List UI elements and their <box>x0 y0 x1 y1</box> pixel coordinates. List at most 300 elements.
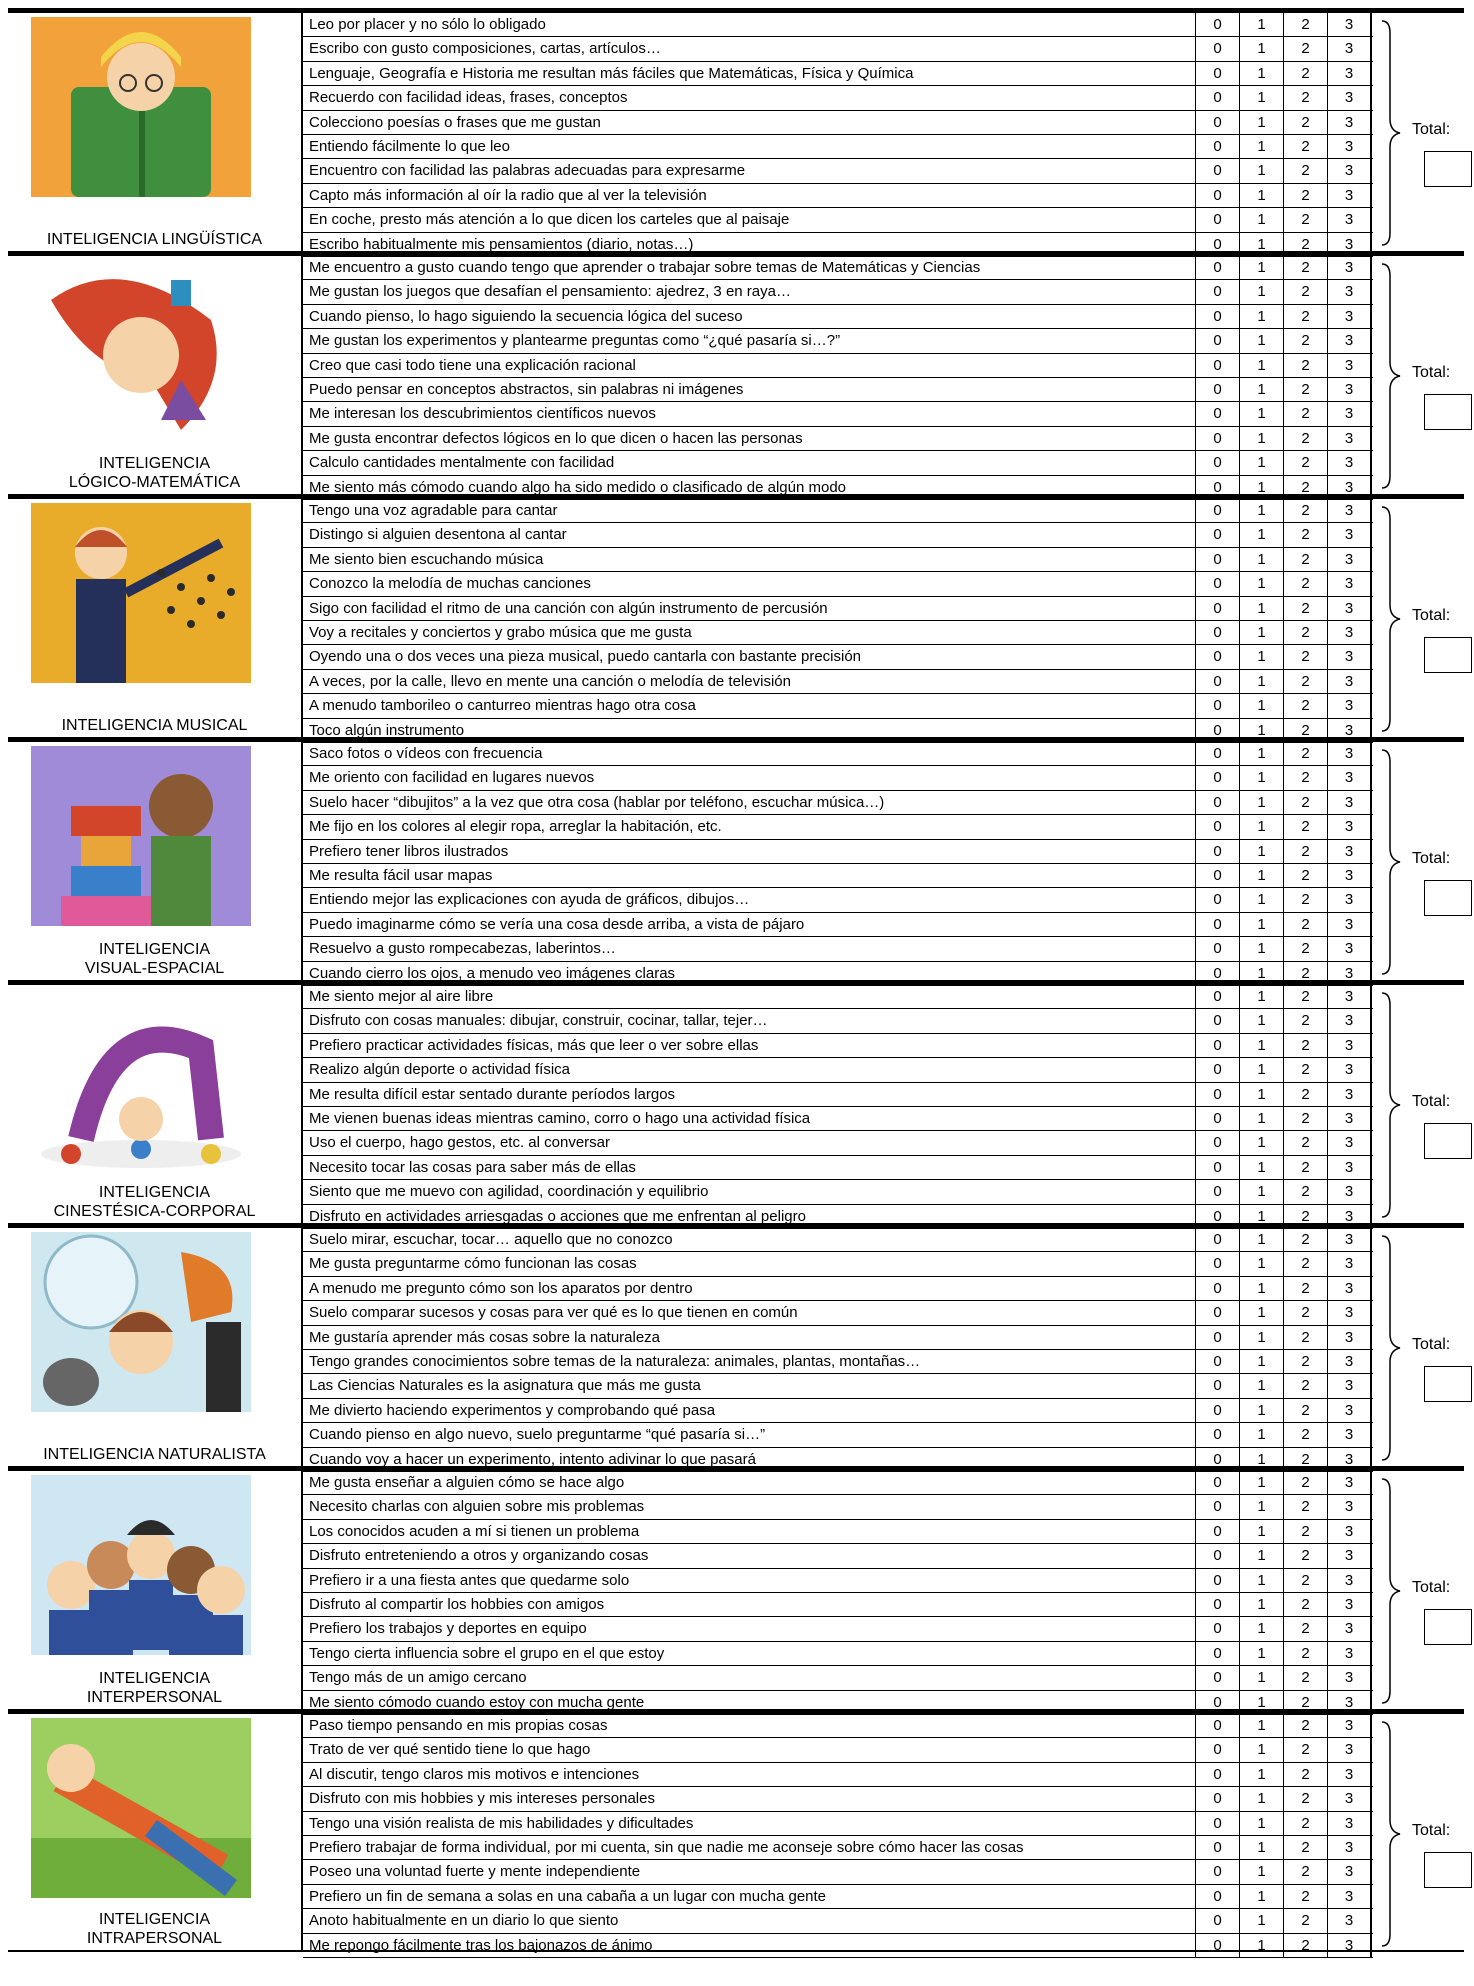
score-option-0[interactable]: 0 <box>1196 1228 1240 1251</box>
score-option-2[interactable]: 2 <box>1284 1495 1328 1518</box>
score-option-0[interactable]: 0 <box>1196 1277 1240 1300</box>
score-option-2[interactable]: 2 <box>1284 1691 1328 1714</box>
score-option-0[interactable]: 0 <box>1196 1885 1240 1908</box>
score-option-2[interactable]: 2 <box>1284 694 1328 717</box>
score-option-0[interactable]: 0 <box>1196 742 1240 765</box>
score-option-2[interactable]: 2 <box>1284 1277 1328 1300</box>
score-option-1[interactable]: 1 <box>1240 1009 1284 1032</box>
score-option-1[interactable]: 1 <box>1240 1205 1284 1228</box>
score-option-3[interactable]: 3 <box>1328 1909 1372 1932</box>
score-option-0[interactable]: 0 <box>1196 499 1240 522</box>
score-option-2[interactable]: 2 <box>1284 621 1328 644</box>
score-option-3[interactable]: 3 <box>1328 621 1372 644</box>
score-option-2[interactable]: 2 <box>1284 402 1328 425</box>
score-option-0[interactable]: 0 <box>1196 1909 1240 1932</box>
score-option-0[interactable]: 0 <box>1196 815 1240 838</box>
score-option-0[interactable]: 0 <box>1196 208 1240 231</box>
score-option-0[interactable]: 0 <box>1196 1205 1240 1228</box>
score-option-1[interactable]: 1 <box>1240 402 1284 425</box>
score-option-3[interactable]: 3 <box>1328 280 1372 303</box>
score-option-1[interactable]: 1 <box>1240 86 1284 109</box>
score-option-2[interactable]: 2 <box>1284 1131 1328 1154</box>
score-option-3[interactable]: 3 <box>1328 1083 1372 1106</box>
score-option-3[interactable]: 3 <box>1328 1277 1372 1300</box>
score-option-2[interactable]: 2 <box>1284 1083 1328 1106</box>
score-option-3[interactable]: 3 <box>1328 62 1372 85</box>
score-option-2[interactable]: 2 <box>1284 1374 1328 1397</box>
score-option-3[interactable]: 3 <box>1328 1374 1372 1397</box>
score-option-1[interactable]: 1 <box>1240 1666 1284 1689</box>
score-option-3[interactable]: 3 <box>1328 86 1372 109</box>
score-option-0[interactable]: 0 <box>1196 13 1240 36</box>
score-option-3[interactable]: 3 <box>1328 451 1372 474</box>
score-option-3[interactable]: 3 <box>1328 208 1372 231</box>
score-option-1[interactable]: 1 <box>1240 1399 1284 1422</box>
score-option-3[interactable]: 3 <box>1328 1301 1372 1324</box>
score-option-0[interactable]: 0 <box>1196 1666 1240 1689</box>
score-option-3[interactable]: 3 <box>1328 548 1372 571</box>
score-option-1[interactable]: 1 <box>1240 1934 1284 1957</box>
score-option-2[interactable]: 2 <box>1284 1350 1328 1373</box>
score-option-0[interactable]: 0 <box>1196 305 1240 328</box>
score-option-1[interactable]: 1 <box>1240 621 1284 644</box>
score-option-3[interactable]: 3 <box>1328 1326 1372 1349</box>
score-option-2[interactable]: 2 <box>1284 1180 1328 1203</box>
score-option-1[interactable]: 1 <box>1240 815 1284 838</box>
score-option-0[interactable]: 0 <box>1196 233 1240 256</box>
score-option-0[interactable]: 0 <box>1196 62 1240 85</box>
score-option-2[interactable]: 2 <box>1284 1787 1328 1810</box>
score-option-2[interactable]: 2 <box>1284 1326 1328 1349</box>
score-option-0[interactable]: 0 <box>1196 1642 1240 1665</box>
score-option-1[interactable]: 1 <box>1240 37 1284 60</box>
score-option-1[interactable]: 1 <box>1240 1374 1284 1397</box>
score-option-2[interactable]: 2 <box>1284 985 1328 1008</box>
score-option-2[interactable]: 2 <box>1284 888 1328 911</box>
score-option-1[interactable]: 1 <box>1240 791 1284 814</box>
score-option-2[interactable]: 2 <box>1284 111 1328 134</box>
score-option-3[interactable]: 3 <box>1328 1569 1372 1592</box>
score-option-2[interactable]: 2 <box>1284 305 1328 328</box>
score-option-3[interactable]: 3 <box>1328 791 1372 814</box>
score-option-1[interactable]: 1 <box>1240 1301 1284 1324</box>
score-option-0[interactable]: 0 <box>1196 1787 1240 1810</box>
score-option-2[interactable]: 2 <box>1284 354 1328 377</box>
total-input-box[interactable] <box>1424 1123 1472 1159</box>
score-option-2[interactable]: 2 <box>1284 548 1328 571</box>
score-option-0[interactable]: 0 <box>1196 766 1240 789</box>
score-option-2[interactable]: 2 <box>1284 766 1328 789</box>
score-option-2[interactable]: 2 <box>1284 1034 1328 1057</box>
score-option-2[interactable]: 2 <box>1284 62 1328 85</box>
score-option-1[interactable]: 1 <box>1240 62 1284 85</box>
score-option-2[interactable]: 2 <box>1284 962 1328 985</box>
score-option-2[interactable]: 2 <box>1284 256 1328 279</box>
score-option-1[interactable]: 1 <box>1240 913 1284 936</box>
score-option-3[interactable]: 3 <box>1328 1691 1372 1714</box>
score-option-0[interactable]: 0 <box>1196 1471 1240 1494</box>
score-option-2[interactable]: 2 <box>1284 1423 1328 1446</box>
score-option-0[interactable]: 0 <box>1196 1714 1240 1737</box>
score-option-1[interactable]: 1 <box>1240 937 1284 960</box>
score-option-3[interactable]: 3 <box>1328 1350 1372 1373</box>
score-option-2[interactable]: 2 <box>1284 719 1328 742</box>
score-option-3[interactable]: 3 <box>1328 1423 1372 1446</box>
score-option-3[interactable]: 3 <box>1328 719 1372 742</box>
score-option-3[interactable]: 3 <box>1328 1252 1372 1275</box>
score-option-0[interactable]: 0 <box>1196 1423 1240 1446</box>
score-option-2[interactable]: 2 <box>1284 572 1328 595</box>
score-option-1[interactable]: 1 <box>1240 1252 1284 1275</box>
score-option-0[interactable]: 0 <box>1196 1691 1240 1714</box>
score-option-3[interactable]: 3 <box>1328 1885 1372 1908</box>
score-option-2[interactable]: 2 <box>1284 1934 1328 1957</box>
score-option-2[interactable]: 2 <box>1284 86 1328 109</box>
score-option-1[interactable]: 1 <box>1240 1107 1284 1130</box>
score-option-0[interactable]: 0 <box>1196 111 1240 134</box>
score-option-1[interactable]: 1 <box>1240 1495 1284 1518</box>
score-option-2[interactable]: 2 <box>1284 1812 1328 1835</box>
score-option-3[interactable]: 3 <box>1328 742 1372 765</box>
score-option-1[interactable]: 1 <box>1240 1520 1284 1543</box>
score-option-3[interactable]: 3 <box>1328 670 1372 693</box>
score-option-0[interactable]: 0 <box>1196 476 1240 499</box>
score-option-0[interactable]: 0 <box>1196 791 1240 814</box>
score-option-1[interactable]: 1 <box>1240 1228 1284 1251</box>
score-option-1[interactable]: 1 <box>1240 1787 1284 1810</box>
score-option-0[interactable]: 0 <box>1196 1034 1240 1057</box>
score-option-3[interactable]: 3 <box>1328 402 1372 425</box>
score-option-2[interactable]: 2 <box>1284 184 1328 207</box>
score-option-2[interactable]: 2 <box>1284 1156 1328 1179</box>
score-option-1[interactable]: 1 <box>1240 1714 1284 1737</box>
score-option-1[interactable]: 1 <box>1240 840 1284 863</box>
score-option-2[interactable]: 2 <box>1284 937 1328 960</box>
total-input-box[interactable] <box>1424 394 1472 430</box>
score-option-2[interactable]: 2 <box>1284 1836 1328 1859</box>
score-option-1[interactable]: 1 <box>1240 378 1284 401</box>
score-option-2[interactable]: 2 <box>1284 597 1328 620</box>
score-option-3[interactable]: 3 <box>1328 1156 1372 1179</box>
score-option-0[interactable]: 0 <box>1196 913 1240 936</box>
total-input-box[interactable] <box>1424 1366 1472 1402</box>
score-option-3[interactable]: 3 <box>1328 766 1372 789</box>
score-option-2[interactable]: 2 <box>1284 1009 1328 1032</box>
score-option-2[interactable]: 2 <box>1284 1058 1328 1081</box>
score-option-1[interactable]: 1 <box>1240 645 1284 668</box>
score-option-2[interactable]: 2 <box>1284 1544 1328 1567</box>
score-option-0[interactable]: 0 <box>1196 1836 1240 1859</box>
score-option-1[interactable]: 1 <box>1240 1180 1284 1203</box>
score-option-0[interactable]: 0 <box>1196 86 1240 109</box>
score-option-2[interactable]: 2 <box>1284 1738 1328 1761</box>
score-option-1[interactable]: 1 <box>1240 1617 1284 1640</box>
score-option-1[interactable]: 1 <box>1240 864 1284 887</box>
score-option-3[interactable]: 3 <box>1328 427 1372 450</box>
score-option-1[interactable]: 1 <box>1240 329 1284 352</box>
score-option-1[interactable]: 1 <box>1240 1350 1284 1373</box>
score-option-1[interactable]: 1 <box>1240 1885 1284 1908</box>
score-option-0[interactable]: 0 <box>1196 1374 1240 1397</box>
score-option-1[interactable]: 1 <box>1240 572 1284 595</box>
score-option-2[interactable]: 2 <box>1284 645 1328 668</box>
score-option-0[interactable]: 0 <box>1196 1252 1240 1275</box>
score-option-1[interactable]: 1 <box>1240 1812 1284 1835</box>
score-option-2[interactable]: 2 <box>1284 791 1328 814</box>
score-option-1[interactable]: 1 <box>1240 1277 1284 1300</box>
score-option-0[interactable]: 0 <box>1196 1058 1240 1081</box>
score-option-3[interactable]: 3 <box>1328 1399 1372 1422</box>
score-option-0[interactable]: 0 <box>1196 135 1240 158</box>
score-option-1[interactable]: 1 <box>1240 451 1284 474</box>
score-option-3[interactable]: 3 <box>1328 1107 1372 1130</box>
score-option-3[interactable]: 3 <box>1328 1009 1372 1032</box>
score-option-2[interactable]: 2 <box>1284 1909 1328 1932</box>
score-option-0[interactable]: 0 <box>1196 840 1240 863</box>
score-option-1[interactable]: 1 <box>1240 354 1284 377</box>
score-option-1[interactable]: 1 <box>1240 1156 1284 1179</box>
score-option-1[interactable]: 1 <box>1240 13 1284 36</box>
score-option-1[interactable]: 1 <box>1240 548 1284 571</box>
score-option-3[interactable]: 3 <box>1328 1205 1372 1228</box>
score-option-2[interactable]: 2 <box>1284 1714 1328 1737</box>
score-option-3[interactable]: 3 <box>1328 1448 1372 1471</box>
score-option-0[interactable]: 0 <box>1196 1544 1240 1567</box>
score-option-1[interactable]: 1 <box>1240 962 1284 985</box>
score-option-1[interactable]: 1 <box>1240 1691 1284 1714</box>
score-option-0[interactable]: 0 <box>1196 354 1240 377</box>
score-option-0[interactable]: 0 <box>1196 645 1240 668</box>
score-option-0[interactable]: 0 <box>1196 888 1240 911</box>
score-option-3[interactable]: 3 <box>1328 962 1372 985</box>
score-option-0[interactable]: 0 <box>1196 670 1240 693</box>
score-option-2[interactable]: 2 <box>1284 427 1328 450</box>
score-option-1[interactable]: 1 <box>1240 499 1284 522</box>
score-option-1[interactable]: 1 <box>1240 256 1284 279</box>
score-option-2[interactable]: 2 <box>1284 1860 1328 1883</box>
score-option-3[interactable]: 3 <box>1328 1471 1372 1494</box>
score-option-3[interactable]: 3 <box>1328 159 1372 182</box>
score-option-0[interactable]: 0 <box>1196 1180 1240 1203</box>
score-option-1[interactable]: 1 <box>1240 111 1284 134</box>
score-option-2[interactable]: 2 <box>1284 1885 1328 1908</box>
score-option-3[interactable]: 3 <box>1328 1787 1372 1810</box>
score-option-3[interactable]: 3 <box>1328 523 1372 546</box>
score-option-2[interactable]: 2 <box>1284 1569 1328 1592</box>
score-option-0[interactable]: 0 <box>1196 329 1240 352</box>
score-option-1[interactable]: 1 <box>1240 1836 1284 1859</box>
total-input-box[interactable] <box>1424 1609 1472 1645</box>
score-option-2[interactable]: 2 <box>1284 208 1328 231</box>
score-option-1[interactable]: 1 <box>1240 1326 1284 1349</box>
score-option-1[interactable]: 1 <box>1240 476 1284 499</box>
score-option-0[interactable]: 0 <box>1196 1495 1240 1518</box>
score-option-1[interactable]: 1 <box>1240 135 1284 158</box>
score-option-3[interactable]: 3 <box>1328 305 1372 328</box>
score-option-3[interactable]: 3 <box>1328 694 1372 717</box>
total-input-box[interactable] <box>1424 637 1472 673</box>
score-option-0[interactable]: 0 <box>1196 597 1240 620</box>
score-option-0[interactable]: 0 <box>1196 937 1240 960</box>
score-option-1[interactable]: 1 <box>1240 1423 1284 1446</box>
score-option-0[interactable]: 0 <box>1196 962 1240 985</box>
score-option-3[interactable]: 3 <box>1328 233 1372 256</box>
score-option-3[interactable]: 3 <box>1328 815 1372 838</box>
score-option-2[interactable]: 2 <box>1284 233 1328 256</box>
score-option-2[interactable]: 2 <box>1284 451 1328 474</box>
score-option-2[interactable]: 2 <box>1284 864 1328 887</box>
score-option-1[interactable]: 1 <box>1240 1083 1284 1106</box>
score-option-3[interactable]: 3 <box>1328 499 1372 522</box>
score-option-2[interactable]: 2 <box>1284 913 1328 936</box>
score-option-1[interactable]: 1 <box>1240 1034 1284 1057</box>
score-option-2[interactable]: 2 <box>1284 840 1328 863</box>
score-option-0[interactable]: 0 <box>1196 1593 1240 1616</box>
score-option-2[interactable]: 2 <box>1284 1252 1328 1275</box>
score-option-3[interactable]: 3 <box>1328 1131 1372 1154</box>
score-option-1[interactable]: 1 <box>1240 1448 1284 1471</box>
score-option-1[interactable]: 1 <box>1240 1131 1284 1154</box>
score-option-2[interactable]: 2 <box>1284 329 1328 352</box>
score-option-0[interactable]: 0 <box>1196 280 1240 303</box>
score-option-2[interactable]: 2 <box>1284 1642 1328 1665</box>
score-option-1[interactable]: 1 <box>1240 766 1284 789</box>
score-option-2[interactable]: 2 <box>1284 1228 1328 1251</box>
total-input-box[interactable] <box>1424 880 1472 916</box>
score-option-1[interactable]: 1 <box>1240 597 1284 620</box>
score-option-0[interactable]: 0 <box>1196 1812 1240 1835</box>
score-option-1[interactable]: 1 <box>1240 1909 1284 1932</box>
score-option-3[interactable]: 3 <box>1328 913 1372 936</box>
score-option-2[interactable]: 2 <box>1284 815 1328 838</box>
score-option-2[interactable]: 2 <box>1284 1107 1328 1130</box>
score-option-1[interactable]: 1 <box>1240 280 1284 303</box>
score-option-0[interactable]: 0 <box>1196 1083 1240 1106</box>
score-option-0[interactable]: 0 <box>1196 1131 1240 1154</box>
score-option-3[interactable]: 3 <box>1328 1058 1372 1081</box>
score-option-3[interactable]: 3 <box>1328 1228 1372 1251</box>
score-option-1[interactable]: 1 <box>1240 523 1284 546</box>
score-option-3[interactable]: 3 <box>1328 1666 1372 1689</box>
score-option-2[interactable]: 2 <box>1284 523 1328 546</box>
score-option-3[interactable]: 3 <box>1328 1738 1372 1761</box>
score-option-0[interactable]: 0 <box>1196 1448 1240 1471</box>
score-option-0[interactable]: 0 <box>1196 864 1240 887</box>
score-option-3[interactable]: 3 <box>1328 1544 1372 1567</box>
score-option-3[interactable]: 3 <box>1328 1593 1372 1616</box>
score-option-3[interactable]: 3 <box>1328 1836 1372 1859</box>
score-option-3[interactable]: 3 <box>1328 1860 1372 1883</box>
score-option-2[interactable]: 2 <box>1284 1471 1328 1494</box>
score-option-0[interactable]: 0 <box>1196 1009 1240 1032</box>
score-option-0[interactable]: 0 <box>1196 1569 1240 1592</box>
score-option-0[interactable]: 0 <box>1196 1520 1240 1543</box>
score-option-1[interactable]: 1 <box>1240 1593 1284 1616</box>
score-option-3[interactable]: 3 <box>1328 329 1372 352</box>
score-option-1[interactable]: 1 <box>1240 1642 1284 1665</box>
score-option-2[interactable]: 2 <box>1284 1301 1328 1324</box>
score-option-0[interactable]: 0 <box>1196 1156 1240 1179</box>
score-option-1[interactable]: 1 <box>1240 233 1284 256</box>
score-option-0[interactable]: 0 <box>1196 1934 1240 1957</box>
score-option-3[interactable]: 3 <box>1328 937 1372 960</box>
score-option-0[interactable]: 0 <box>1196 427 1240 450</box>
score-option-1[interactable]: 1 <box>1240 694 1284 717</box>
score-option-3[interactable]: 3 <box>1328 1934 1372 1957</box>
score-option-0[interactable]: 0 <box>1196 694 1240 717</box>
score-option-0[interactable]: 0 <box>1196 256 1240 279</box>
score-option-3[interactable]: 3 <box>1328 1642 1372 1665</box>
score-option-1[interactable]: 1 <box>1240 1569 1284 1592</box>
score-option-1[interactable]: 1 <box>1240 1763 1284 1786</box>
score-option-0[interactable]: 0 <box>1196 184 1240 207</box>
score-option-0[interactable]: 0 <box>1196 1399 1240 1422</box>
score-option-2[interactable]: 2 <box>1284 37 1328 60</box>
score-option-0[interactable]: 0 <box>1196 621 1240 644</box>
score-option-0[interactable]: 0 <box>1196 1107 1240 1130</box>
score-option-2[interactable]: 2 <box>1284 1448 1328 1471</box>
total-input-box[interactable] <box>1424 151 1472 187</box>
score-option-3[interactable]: 3 <box>1328 1812 1372 1835</box>
score-option-1[interactable]: 1 <box>1240 1058 1284 1081</box>
score-option-0[interactable]: 0 <box>1196 548 1240 571</box>
score-option-0[interactable]: 0 <box>1196 1860 1240 1883</box>
score-option-1[interactable]: 1 <box>1240 670 1284 693</box>
score-option-3[interactable]: 3 <box>1328 572 1372 595</box>
score-option-2[interactable]: 2 <box>1284 135 1328 158</box>
score-option-3[interactable]: 3 <box>1328 476 1372 499</box>
score-option-1[interactable]: 1 <box>1240 159 1284 182</box>
score-option-3[interactable]: 3 <box>1328 840 1372 863</box>
score-option-0[interactable]: 0 <box>1196 451 1240 474</box>
score-option-0[interactable]: 0 <box>1196 523 1240 546</box>
score-option-3[interactable]: 3 <box>1328 864 1372 887</box>
score-option-1[interactable]: 1 <box>1240 1544 1284 1567</box>
score-option-3[interactable]: 3 <box>1328 888 1372 911</box>
score-option-0[interactable]: 0 <box>1196 985 1240 1008</box>
score-option-0[interactable]: 0 <box>1196 159 1240 182</box>
score-option-0[interactable]: 0 <box>1196 1350 1240 1373</box>
score-option-3[interactable]: 3 <box>1328 111 1372 134</box>
score-option-2[interactable]: 2 <box>1284 1617 1328 1640</box>
score-option-0[interactable]: 0 <box>1196 1763 1240 1786</box>
score-option-3[interactable]: 3 <box>1328 985 1372 1008</box>
score-option-0[interactable]: 0 <box>1196 1738 1240 1761</box>
score-option-2[interactable]: 2 <box>1284 280 1328 303</box>
score-option-3[interactable]: 3 <box>1328 184 1372 207</box>
score-option-3[interactable]: 3 <box>1328 37 1372 60</box>
score-option-3[interactable]: 3 <box>1328 13 1372 36</box>
score-option-0[interactable]: 0 <box>1196 37 1240 60</box>
score-option-0[interactable]: 0 <box>1196 572 1240 595</box>
score-option-0[interactable]: 0 <box>1196 1326 1240 1349</box>
score-option-2[interactable]: 2 <box>1284 670 1328 693</box>
score-option-3[interactable]: 3 <box>1328 1617 1372 1640</box>
score-option-3[interactable]: 3 <box>1328 256 1372 279</box>
score-option-1[interactable]: 1 <box>1240 1471 1284 1494</box>
score-option-0[interactable]: 0 <box>1196 719 1240 742</box>
score-option-1[interactable]: 1 <box>1240 1738 1284 1761</box>
score-option-0[interactable]: 0 <box>1196 402 1240 425</box>
score-option-2[interactable]: 2 <box>1284 1520 1328 1543</box>
score-option-1[interactable]: 1 <box>1240 888 1284 911</box>
score-option-3[interactable]: 3 <box>1328 645 1372 668</box>
score-option-2[interactable]: 2 <box>1284 499 1328 522</box>
score-option-3[interactable]: 3 <box>1328 1180 1372 1203</box>
score-option-1[interactable]: 1 <box>1240 1860 1284 1883</box>
score-option-2[interactable]: 2 <box>1284 378 1328 401</box>
score-option-2[interactable]: 2 <box>1284 476 1328 499</box>
